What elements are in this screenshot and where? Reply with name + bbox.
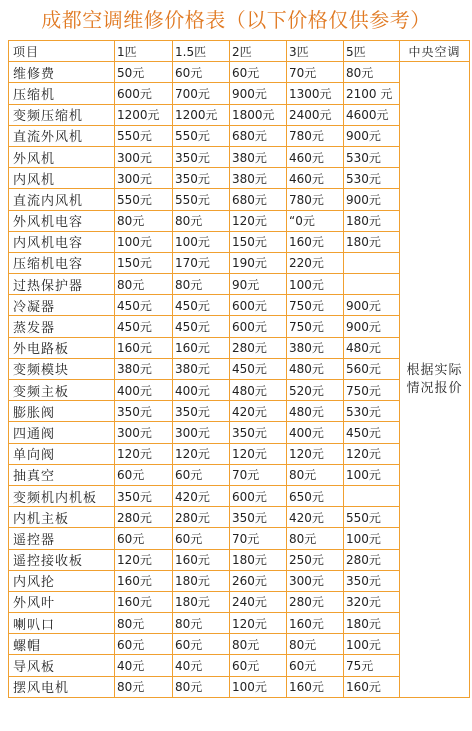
price-1-5p: 60元 (173, 464, 230, 485)
price-2p: 190元 (230, 252, 287, 273)
price-3p: 460元 (287, 168, 344, 189)
price-2p: 1800元 (230, 104, 287, 125)
price-1p: 550元 (115, 125, 173, 146)
header-5p: 5匹 (344, 41, 400, 62)
price-1p: 80元 (115, 613, 173, 634)
price-5p (344, 252, 400, 273)
price-2p: 60元 (230, 62, 287, 83)
price-1-5p: 550元 (173, 189, 230, 210)
price-1-5p: 280元 (173, 507, 230, 528)
price-5p: 560元 (344, 358, 400, 379)
price-5p: 75元 (344, 655, 400, 676)
item-name: 变频机内机板 (9, 485, 115, 506)
price-1-5p: 80元 (173, 274, 230, 295)
item-name: 变频压缩机 (9, 104, 115, 125)
price-5p: 180元 (344, 613, 400, 634)
item-name: 内风机 (9, 168, 115, 189)
price-5p: 180元 (344, 210, 400, 231)
price-1p: 160元 (115, 570, 173, 591)
price-1-5p: 60元 (173, 62, 230, 83)
price-1-5p: 160元 (173, 337, 230, 358)
item-name: 外风叶 (9, 591, 115, 612)
price-3p: 1300元 (287, 83, 344, 104)
price-2p: 420元 (230, 401, 287, 422)
price-1-5p: 80元 (173, 613, 230, 634)
price-5p: 900元 (344, 316, 400, 337)
price-1p: 350元 (115, 485, 173, 506)
price-3p: 480元 (287, 401, 344, 422)
price-1-5p: 120元 (173, 443, 230, 464)
item-name: 抽真空 (9, 464, 115, 485)
price-2p: 240元 (230, 591, 287, 612)
price-3p: 750元 (287, 295, 344, 316)
price-3p: 650元 (287, 485, 344, 506)
price-1-5p: 380元 (173, 358, 230, 379)
price-5p: 160元 (344, 676, 400, 697)
price-1-5p: 80元 (173, 676, 230, 697)
price-1p: 120元 (115, 443, 173, 464)
price-5p: 550元 (344, 507, 400, 528)
price-5p: 320元 (344, 591, 400, 612)
price-1p: 160元 (115, 591, 173, 612)
price-1-5p: 350元 (173, 401, 230, 422)
price-1-5p: 350元 (173, 168, 230, 189)
item-name: 外电路板 (9, 337, 115, 358)
price-5p: 350元 (344, 570, 400, 591)
price-2p: 480元 (230, 380, 287, 401)
price-5p: 450元 (344, 422, 400, 443)
item-name: 遥控器 (9, 528, 115, 549)
item-name: 外风机 (9, 146, 115, 167)
price-1p: 280元 (115, 507, 173, 528)
price-1p: 160元 (115, 337, 173, 358)
price-3p: 460元 (287, 146, 344, 167)
item-name: 过热保护器 (9, 274, 115, 295)
price-3p: 160元 (287, 613, 344, 634)
price-5p: 900元 (344, 189, 400, 210)
header-item: 项目 (9, 41, 115, 62)
price-1-5p: 300元 (173, 422, 230, 443)
header-row (9, 41, 470, 62)
item-name: 四通阀 (9, 422, 115, 443)
price-5p: 530元 (344, 401, 400, 422)
price-1p: 450元 (115, 295, 173, 316)
price-1p: 300元 (115, 422, 173, 443)
price-2p: 600元 (230, 485, 287, 506)
price-2p: 680元 (230, 189, 287, 210)
price-1-5p: 60元 (173, 528, 230, 549)
item-name: 内风机电容 (9, 231, 115, 252)
price-3p: 380元 (287, 337, 344, 358)
price-5p: 4600元 (344, 104, 400, 125)
price-1p: 550元 (115, 189, 173, 210)
price-2p: 600元 (230, 295, 287, 316)
price-3p: 160元 (287, 231, 344, 252)
header-3p: 3匹 (287, 41, 344, 62)
item-name: 直流内风机 (9, 189, 115, 210)
item-name: 单向阀 (9, 443, 115, 464)
price-1p: 380元 (115, 358, 173, 379)
price-1p: 350元 (115, 401, 173, 422)
price-5p: 2100 元 (344, 83, 400, 104)
price-2p: 90元 (230, 274, 287, 295)
price-1p: 80元 (115, 676, 173, 697)
page-title: 成都空调维修价格表（以下价格仅供参考） (41, 8, 431, 32)
price-5p: 750元 (344, 380, 400, 401)
price-1p: 1200元 (115, 104, 173, 125)
price-1p: 80元 (115, 210, 173, 231)
price-table (8, 40, 470, 698)
price-1p: 50元 (115, 62, 173, 83)
item-name: 摆风电机 (9, 676, 115, 697)
item-name: 直流外风机 (9, 125, 115, 146)
price-3p: “0元 (287, 210, 344, 231)
table-row (9, 62, 470, 83)
price-1-5p: 1200元 (173, 104, 230, 125)
price-1-5p: 700元 (173, 83, 230, 104)
price-1-5p: 450元 (173, 316, 230, 337)
price-2p: 120元 (230, 210, 287, 231)
price-3p: 160元 (287, 676, 344, 697)
price-5p: 900元 (344, 125, 400, 146)
price-1-5p: 550元 (173, 125, 230, 146)
price-5p: 120元 (344, 443, 400, 464)
price-3p: 120元 (287, 443, 344, 464)
price-1p: 100元 (115, 231, 173, 252)
price-1-5p: 450元 (173, 295, 230, 316)
price-1-5p: 350元 (173, 146, 230, 167)
price-1p: 60元 (115, 528, 173, 549)
price-5p: 530元 (344, 168, 400, 189)
price-1p: 120元 (115, 549, 173, 570)
price-3p: 280元 (287, 591, 344, 612)
price-1p: 400元 (115, 380, 173, 401)
price-1-5p: 160元 (173, 549, 230, 570)
header-1-5p: 1.5匹 (173, 41, 230, 62)
price-1-5p: 40元 (173, 655, 230, 676)
price-2p: 80元 (230, 634, 287, 655)
price-3p: 480元 (287, 358, 344, 379)
price-5p: 100元 (344, 464, 400, 485)
price-3p: 750元 (287, 316, 344, 337)
price-2p: 120元 (230, 443, 287, 464)
item-name: 喇叭口 (9, 613, 115, 634)
price-2p: 680元 (230, 125, 287, 146)
price-2p: 180元 (230, 549, 287, 570)
item-name: 遥控接收板 (9, 549, 115, 570)
item-name: 膨胀阀 (9, 401, 115, 422)
item-name: 蒸发器 (9, 316, 115, 337)
price-5p: 280元 (344, 549, 400, 570)
price-5p: 480元 (344, 337, 400, 358)
price-2p: 900元 (230, 83, 287, 104)
price-2p: 350元 (230, 422, 287, 443)
price-2p: 70元 (230, 528, 287, 549)
price-3p: 80元 (287, 464, 344, 485)
price-1-5p: 100元 (173, 231, 230, 252)
price-3p: 60元 (287, 655, 344, 676)
price-5p: 530元 (344, 146, 400, 167)
item-name: 变频模块 (9, 358, 115, 379)
price-2p: 380元 (230, 146, 287, 167)
price-3p: 220元 (287, 252, 344, 273)
price-3p: 100元 (287, 274, 344, 295)
price-table-body (9, 41, 470, 698)
price-2p: 600元 (230, 316, 287, 337)
price-2p: 100元 (230, 676, 287, 697)
price-1-5p: 420元 (173, 485, 230, 506)
price-5p (344, 485, 400, 506)
price-1-5p: 180元 (173, 570, 230, 591)
price-2p: 60元 (230, 655, 287, 676)
central-note: 根据实际情况报价 (400, 62, 470, 698)
price-1p: 450元 (115, 316, 173, 337)
item-name: 压缩机 (9, 83, 115, 104)
item-name: 内机主板 (9, 507, 115, 528)
item-name: 螺帽 (9, 634, 115, 655)
price-1p: 40元 (115, 655, 173, 676)
price-5p: 100元 (344, 528, 400, 549)
price-3p: 2400元 (287, 104, 344, 125)
price-5p: 180元 (344, 231, 400, 252)
price-1p: 150元 (115, 252, 173, 273)
item-name: 内风抡 (9, 570, 115, 591)
header-central: 中央空调 (400, 41, 470, 62)
price-3p: 300元 (287, 570, 344, 591)
price-3p: 520元 (287, 380, 344, 401)
price-3p: 80元 (287, 528, 344, 549)
price-2p: 450元 (230, 358, 287, 379)
price-1p: 300元 (115, 168, 173, 189)
price-2p: 70元 (230, 464, 287, 485)
price-1p: 60元 (115, 634, 173, 655)
item-name: 冷凝器 (9, 295, 115, 316)
price-1p: 300元 (115, 146, 173, 167)
price-5p: 80元 (344, 62, 400, 83)
price-5p: 100元 (344, 634, 400, 655)
price-3p: 250元 (287, 549, 344, 570)
price-1-5p: 60元 (173, 634, 230, 655)
price-2p: 350元 (230, 507, 287, 528)
price-1p: 60元 (115, 464, 173, 485)
header-1p: 1匹 (115, 41, 173, 62)
price-1-5p: 400元 (173, 380, 230, 401)
price-1p: 600元 (115, 83, 173, 104)
price-3p: 80元 (287, 634, 344, 655)
price-2p: 280元 (230, 337, 287, 358)
price-3p: 780元 (287, 125, 344, 146)
price-1-5p: 80元 (173, 210, 230, 231)
item-name: 外风机电容 (9, 210, 115, 231)
price-3p: 420元 (287, 507, 344, 528)
price-2p: 260元 (230, 570, 287, 591)
item-name: 压缩机电容 (9, 252, 115, 273)
price-5p (344, 274, 400, 295)
price-3p: 70元 (287, 62, 344, 83)
price-2p: 120元 (230, 613, 287, 634)
item-name: 导风板 (9, 655, 115, 676)
price-1-5p: 180元 (173, 591, 230, 612)
item-name: 维修费 (9, 62, 115, 83)
price-2p: 380元 (230, 168, 287, 189)
header-2p: 2匹 (230, 41, 287, 62)
price-2p: 150元 (230, 231, 287, 252)
item-name: 变频主板 (9, 380, 115, 401)
price-1-5p: 170元 (173, 252, 230, 273)
price-5p: 900元 (344, 295, 400, 316)
price-1p: 80元 (115, 274, 173, 295)
price-3p: 780元 (287, 189, 344, 210)
price-3p: 400元 (287, 422, 344, 443)
